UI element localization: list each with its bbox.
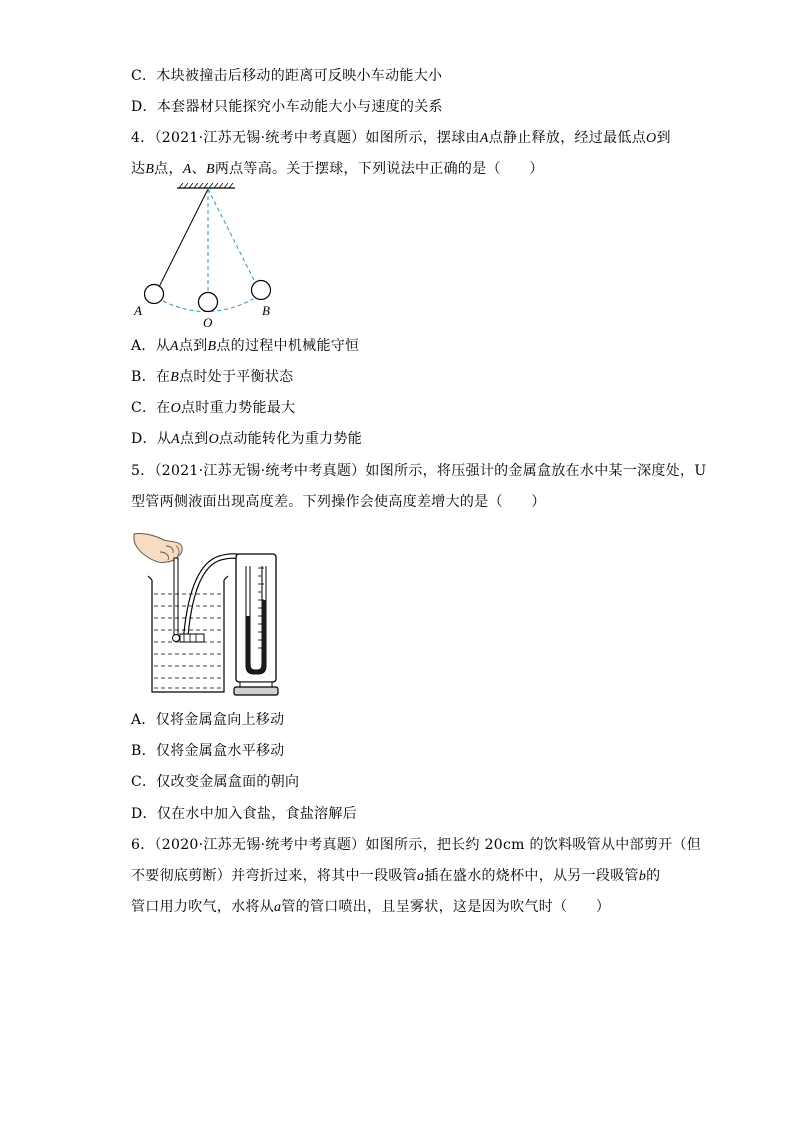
ceiling-support <box>177 183 235 188</box>
pendulum-figure <box>125 183 285 333</box>
q3-option-d: D．本套器材只能探究小车动能大小与速度的关系 <box>131 99 443 115</box>
q4-stem-line1: 4．（2021·江苏无锡·统考中考真题）如图所示，摆球由A点静止释放，经过最低点O到 <box>131 130 671 146</box>
u-tube-manometer <box>234 554 278 695</box>
label-o: O <box>203 315 213 330</box>
ball-o <box>199 293 218 312</box>
q5-option-c: C．仅改变金属盒面的朝向 <box>131 774 300 790</box>
q6-stem-line3: 管口用力吹气，水将从a管的管口喷出，且呈雾状，这是因为吹气时（ ） <box>131 899 611 915</box>
metal-box-probe <box>173 634 205 642</box>
pressure-gauge-figure <box>130 524 290 700</box>
label-a: A <box>134 303 142 318</box>
label-b: B <box>262 303 270 318</box>
ball-b <box>252 281 271 300</box>
q4-option-b: B．在B点时处于平衡状态 <box>131 369 294 385</box>
ball-a <box>145 285 164 304</box>
q5-stem-line1: 5．（2021·江苏无锡·统考中考真题）如图所示，将压强计的金属盒放在水中某一深度处，U <box>131 463 707 479</box>
q5-option-a: A．仅将金属盒向上移动 <box>131 712 285 728</box>
pendulum-string-a <box>159 189 208 287</box>
q3-option-c: C．木块被撞击后移动的距离可反映小车动能大小 <box>131 68 443 84</box>
q4-option-d: D．从A点到O点动能转化为重力势能 <box>131 431 363 447</box>
q5-option-b: B．仅将金属盒水平移动 <box>131 743 285 759</box>
pendulum-string-b <box>208 189 256 284</box>
probe-rod <box>174 558 178 636</box>
q4-option-a: A．从A点到B点的过程中机械能守恒 <box>131 338 360 354</box>
q5-option-d: D．仅在水中加入食盐，食盐溶解后 <box>131 806 358 822</box>
q5-stem-line2: 型管两侧液面出现高度差。下列操作会使高度差增大的是（ ） <box>131 494 546 510</box>
q6-stem-line2: 不要彻底剪断）并弯折过来，将其中一段吸管a插在盛水的烧杯中，从另一段吸管b的 <box>131 868 661 884</box>
q4-option-c: C．在O点时重力势能最大 <box>131 400 296 416</box>
q6-stem-line1: 6．（2020·江苏无锡·统考中考真题）如图所示，把长约 20cm 的饮料吸管从中部剪开（但 <box>131 837 702 853</box>
q4-stem-line2: 达B点，A、B两点等高。关于摆球，下列说法中正确的是（ ） <box>131 161 544 177</box>
